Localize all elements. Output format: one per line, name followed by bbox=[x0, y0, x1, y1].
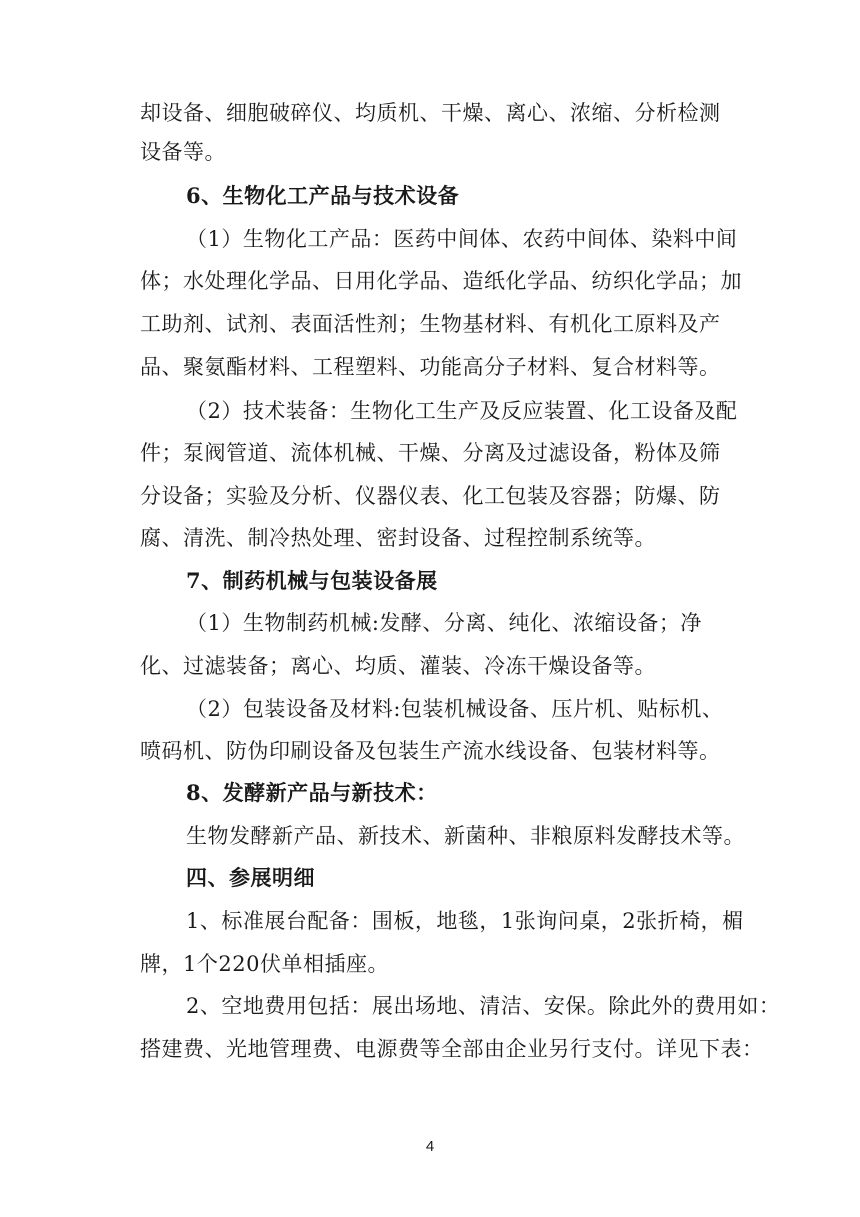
text-line: 件；泵阀管道、流体机械、干燥、分离及过滤设备，粉体及筛 bbox=[140, 441, 721, 465]
section-heading: 7、制药机械与包装设备展 bbox=[186, 568, 438, 593]
text-line: （1）生物制药机械:发酵、分离、纯化、浓缩设备；净 bbox=[186, 611, 702, 635]
section-heading: 四、参展明细 bbox=[186, 865, 315, 890]
text-line: 2、空地费用包括：展出场地、清洁、安保。除此外的费用如： bbox=[186, 994, 781, 1018]
text-line: 腐、清洗、制冷热处理、密封设备、过程控制系统等。 bbox=[140, 526, 656, 550]
text-line: 牌，1个220伏单相插座。 bbox=[140, 952, 389, 976]
text-line: （2）技术装备：生物化工生产及反应装置、化工设备及配 bbox=[186, 399, 738, 423]
text-line: 喷码机、防伪印刷设备及包装生产流水线设备、包装材料等。 bbox=[140, 739, 721, 763]
text-line: 设备等。 bbox=[140, 140, 226, 164]
text-line: （1）生物化工产品：医药中间体、农药中间体、染料中间 bbox=[186, 227, 738, 251]
section-heading: 6、生物化工产品与技术设备 bbox=[186, 183, 460, 208]
text-line: 却设备、细胞破碎仪、均质机、干燥、离心、浓缩、分析检测 bbox=[140, 101, 721, 125]
text-line: （2）包装设备及材料:包装机械设备、压片机、贴标机、 bbox=[186, 697, 724, 721]
text-line: 体；水处理化学品、日用化学品、造纸化学品、纺织化学品；加 bbox=[140, 269, 742, 293]
text-line: 化、过滤装备；离心、均质、灌装、冷冻干燥设备等。 bbox=[140, 654, 656, 678]
text-line: 生物发酵新产品、新技术、新菌种、非粮原料发酵技术等。 bbox=[186, 824, 745, 848]
text-line: 分设备；实验及分析、仪器仪表、化工包装及容器；防爆、防 bbox=[140, 484, 721, 508]
text-line: 品、聚氨酯材料、工程塑料、功能高分子材料、复合材料等。 bbox=[140, 355, 721, 379]
text-line: 1、标准展台配备：围板，地毯，1张询问桌，2张折椅，楣 bbox=[186, 909, 744, 933]
text-line: 工助剂、试剂、表面活性剂；生物基材料、有机化工原料及产 bbox=[140, 312, 721, 336]
section-heading: 8、发酵新产品与新技术： bbox=[186, 780, 438, 805]
page-number: 4 bbox=[425, 1138, 435, 1155]
text-line: 搭建费、光地管理费、电源费等全部由企业另行支付。详见下表： bbox=[140, 1037, 764, 1061]
